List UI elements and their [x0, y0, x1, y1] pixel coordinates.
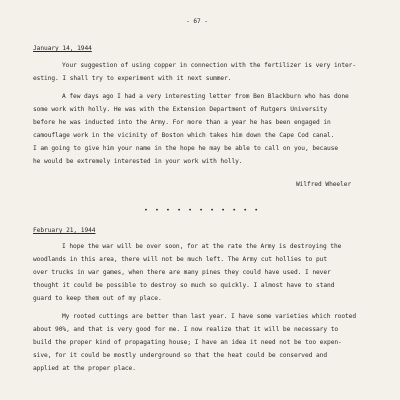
paragraph-line: thought it could be possible to destroy so much so quickly. I almost have to stand: [33, 282, 335, 289]
paragraph-line: he would be extremely interested in your work with holly.: [33, 158, 243, 165]
paragraph-line: applied at the proper place.: [33, 365, 136, 372]
paragraph-line: I am going to give him your name in the hope he may be able to call on you, because: [33, 145, 339, 152]
paragraph-line: build the proper kind of propagating house; I have an idea it need not be too expen-: [33, 339, 342, 346]
section-separator: • • • • • • • • • • •: [144, 206, 260, 214]
paragraph-line: sive, for it could be mostly underground so that the heat could be conserved and: [33, 352, 328, 359]
paragraph-line: esting. I shall try to experiment with it next summer.: [33, 75, 232, 82]
paragraph-line: over trucks in war games, when there are many pines they could have used. I never: [33, 269, 331, 276]
paragraph-line: camouflage work in the vicinity of Boston which takes him down the Cape Cod canal.: [33, 132, 335, 139]
paragraph-line: Your suggestion of using copper in connection with the fertilizer is very inter-: [62, 62, 357, 69]
entry-date-january: January 14, 1944: [33, 45, 92, 52]
paragraph-line: about 90%, and that is very good for me. I now realize that it will be necessary to: [33, 326, 339, 333]
paragraph-line: I hope the war will be over soon, for at the rate the Army is destroying the: [62, 243, 342, 250]
paragraph-line: My rooted cuttings are better than last year. I have some varieties which rooted: [62, 313, 357, 320]
signature: Wilfred Wheeler: [296, 181, 352, 188]
page-number: - 67 -: [186, 18, 209, 25]
paragraph-line: some work with holly. He was with the Extension Department of Rutgers University: [33, 106, 328, 113]
paragraph-line: A few days ago I had a very interesting letter from Ben Blackburn who has done: [62, 93, 349, 100]
paragraph-line: guard to keep them out of my place.: [33, 295, 162, 302]
paragraph-line: woodlands in this area, there will not be much left. The Army cut hollies to put: [33, 256, 328, 263]
entry-date-february: February 21, 1944: [33, 227, 96, 234]
paragraph-line: before he was inducted into the Army. For more than a year he has been engaged in: [33, 119, 331, 126]
